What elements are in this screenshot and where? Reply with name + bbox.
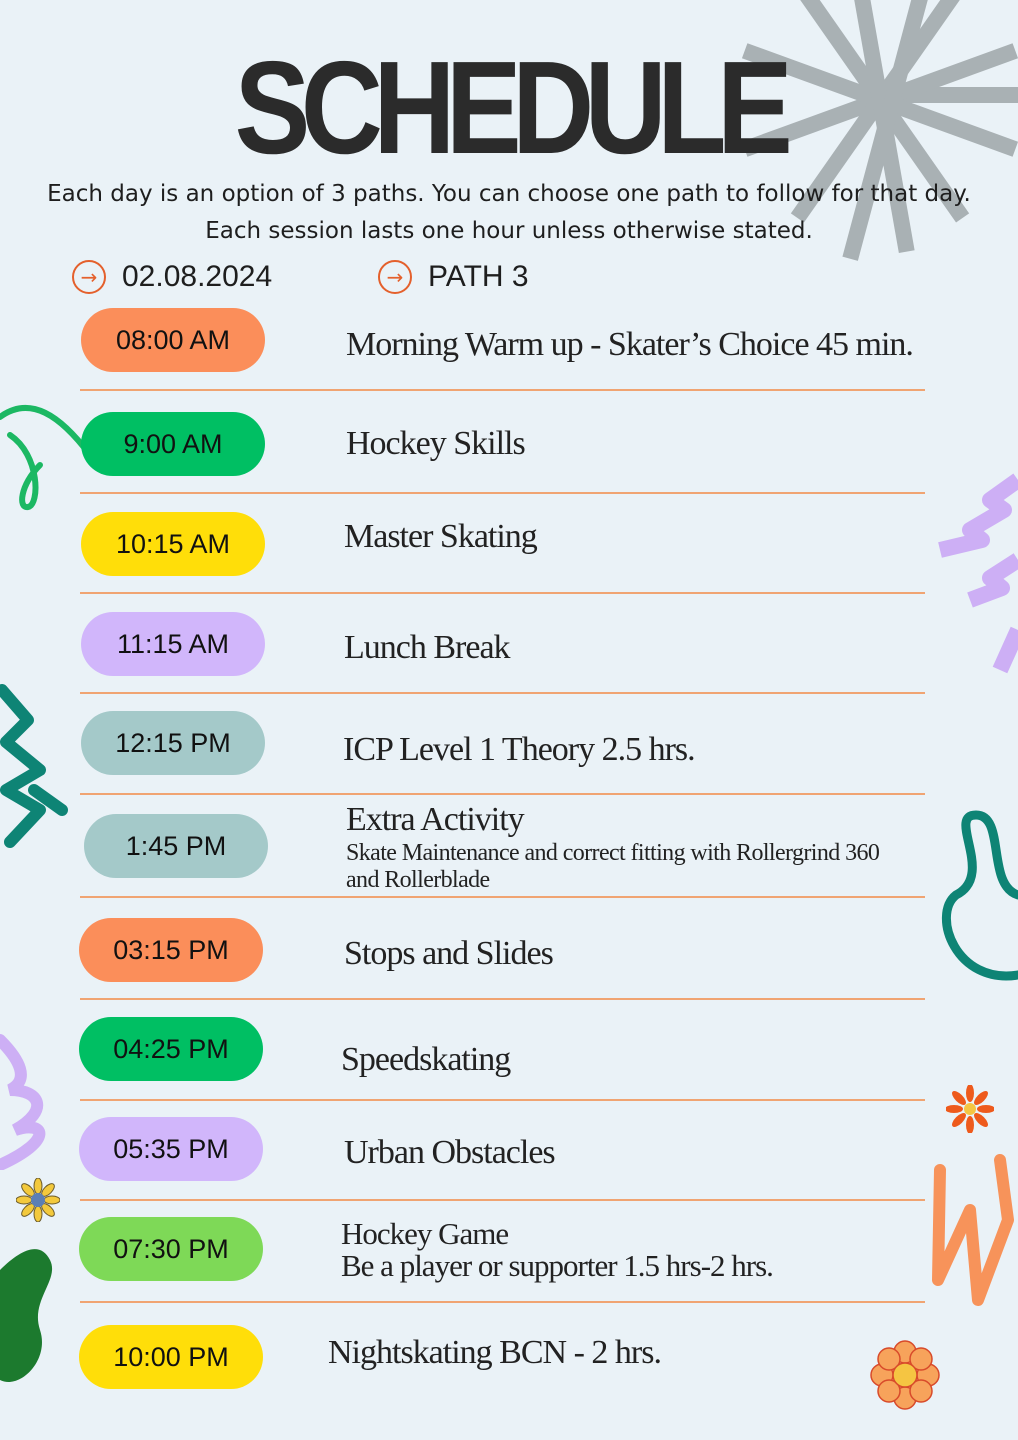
row-divider — [80, 692, 925, 694]
teal-zigzag-decoration — [0, 680, 80, 860]
lavender-zigzag-decoration — [930, 470, 1018, 680]
activity-title: Extra Activity — [346, 801, 524, 838]
activity-block — [346, 800, 906, 894]
activity-title: Hockey Game — [341, 1216, 509, 1251]
row-divider — [80, 896, 925, 898]
lavender-scribble-decoration — [0, 1020, 70, 1170]
schedule-path: PATH 3 — [428, 260, 529, 293]
time-pill: 08:00 AM — [81, 308, 265, 372]
path-meta — [378, 258, 529, 296]
activity-detail: Be a player or supporter 1.5 hrs-2 hrs. — [341, 1248, 773, 1283]
activity-title: Stops and Slides — [344, 935, 553, 972]
flower-icon — [870, 1340, 940, 1410]
orange-zigzag-decoration — [930, 1150, 1018, 1320]
row-divider — [80, 389, 925, 391]
time-pill: 9:00 AM — [81, 412, 265, 476]
time-pill: 03:15 PM — [79, 918, 263, 982]
teal-loop-decoration — [936, 805, 1018, 995]
time-pill: 10:00 PM — [79, 1325, 263, 1389]
activity-title: Speedskating — [341, 1041, 511, 1078]
arrow-right-circle-icon: → — [378, 260, 412, 294]
flower-icon — [946, 1085, 994, 1133]
time-pill: 10:15 AM — [81, 512, 265, 576]
row-divider — [80, 592, 925, 594]
row-divider — [80, 793, 925, 795]
time-pill: 05:35 PM — [79, 1117, 263, 1181]
row-divider — [80, 1199, 925, 1201]
activity-title: Hockey Skills — [346, 425, 525, 462]
row-divider — [80, 1301, 925, 1303]
activity-title: Urban Obstacles — [344, 1134, 555, 1171]
time-pill: 11:15 AM — [81, 612, 265, 676]
row-divider — [80, 998, 925, 1000]
activity-title: Master Skating — [344, 518, 537, 555]
activity-title: Nightskating BCN - 2 hrs. — [328, 1334, 661, 1371]
arrow-right-circle-icon: → — [72, 260, 106, 294]
activity-title: Lunch Break — [344, 629, 510, 666]
time-pill: 1:45 PM — [84, 814, 268, 878]
row-divider — [80, 1099, 925, 1101]
activity-detail: Skate Maintenance and correct fitting with Rollergrind 360 and Rollerblade — [346, 840, 880, 893]
intro-text: Each day is an option of 3 paths. You can choose one path to follow for that day. Each session lasts one hour unless otherwise stated. — [47, 181, 971, 244]
activity-block — [341, 1218, 773, 1282]
row-divider — [80, 492, 925, 494]
page-title: SCHEDULE — [234, 34, 784, 181]
time-pill: 04:25 PM — [79, 1017, 263, 1081]
time-pill: 12:15 PM — [81, 711, 265, 775]
activity-title: ICP Level 1 Theory 2.5 hrs. — [343, 731, 695, 768]
flower-icon — [16, 1178, 60, 1222]
time-pill: 07:30 PM — [79, 1217, 263, 1281]
date-meta — [72, 258, 272, 296]
schedule-date: 02.08.2024 — [122, 260, 273, 293]
activity-title: Morning Warm up - Skater’s Choice 45 min. — [346, 326, 913, 363]
green-blob-decoration — [0, 1240, 60, 1390]
